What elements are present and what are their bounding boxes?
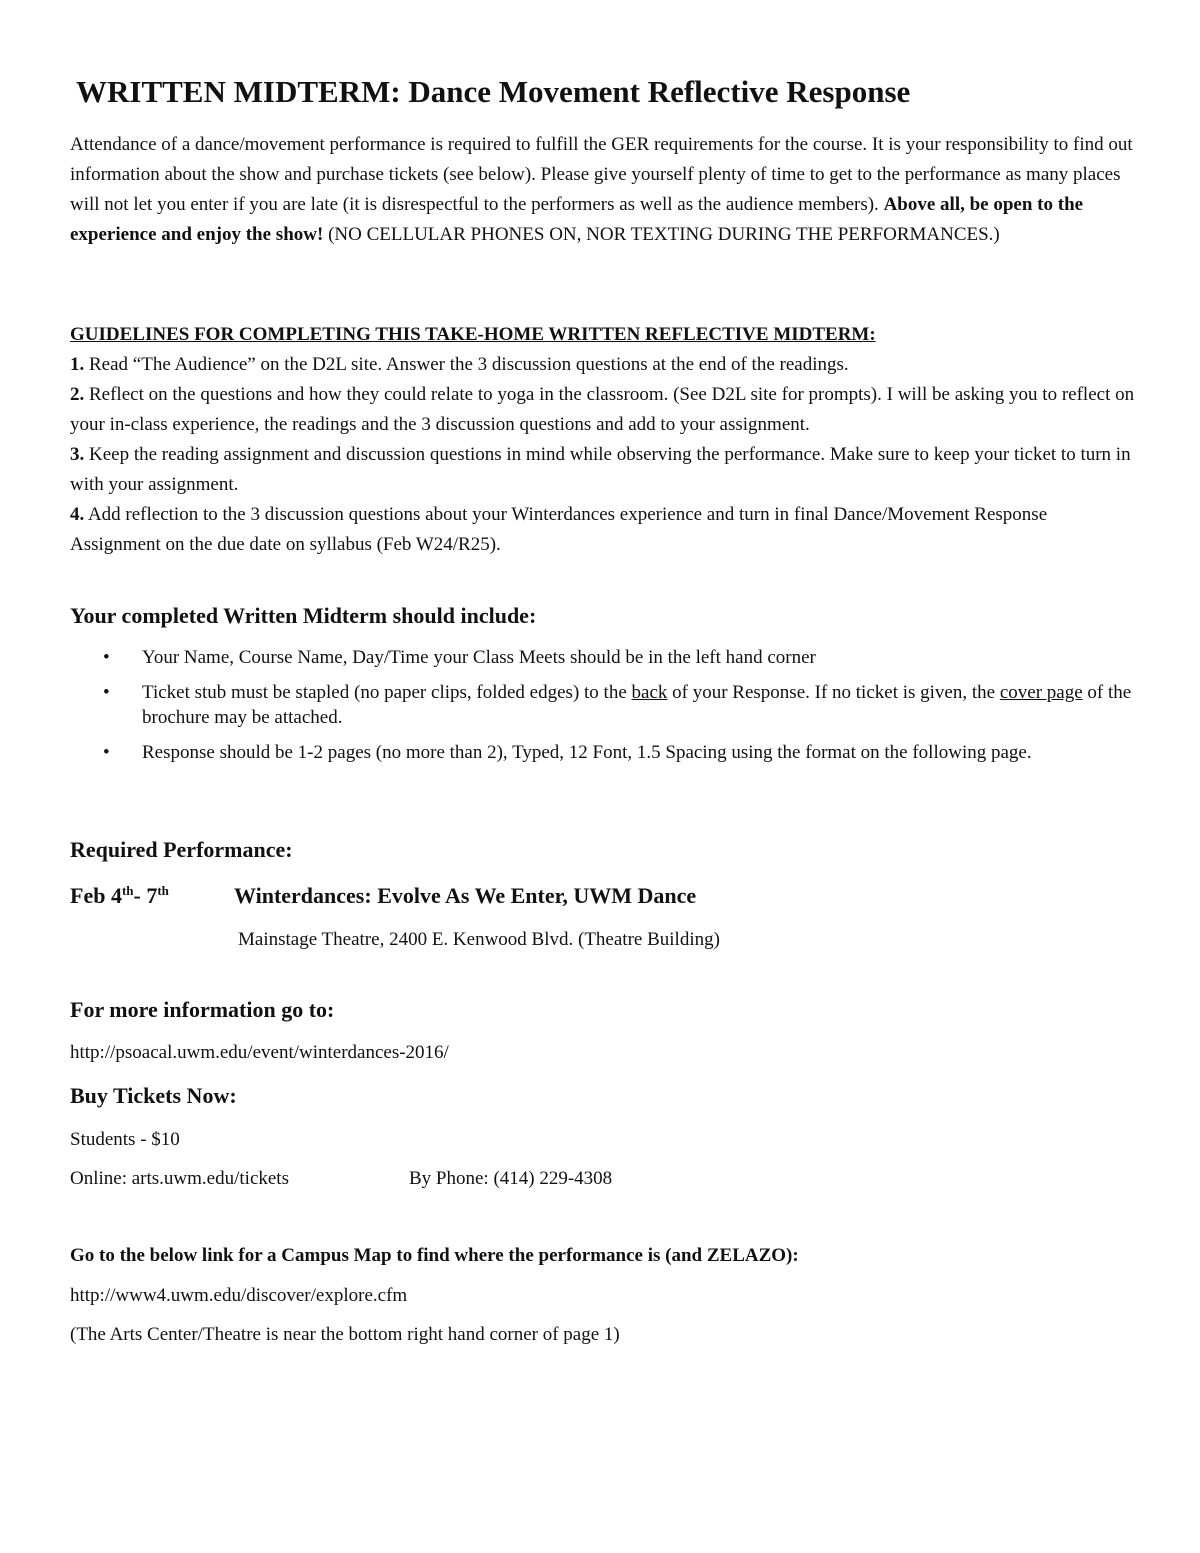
list-item-text: Your Name, Course Name, Day/Time your Class Meets should be in the left hand corner xyxy=(142,647,816,668)
guideline-step-4 xyxy=(70,500,1140,560)
tickets-online: Online: arts.uwm.edu/tickets xyxy=(70,1168,289,1189)
date-start: Feb 4 xyxy=(70,883,122,908)
list-item xyxy=(70,680,1140,730)
step-text: Add reflection to the 3 discussion questions about your Winterdances experience and turn in final Dance/Movement Response Assignment on the due date on syllabus (Feb W24/R25). xyxy=(70,504,1048,555)
list-item-text: of your Response. If no ticket is given, the xyxy=(667,682,1000,703)
include-heading: Your completed Written Midterm should include: xyxy=(70,603,537,628)
step-text: Reflect on the questions and how they could relate to yoga in the classroom. (See D2L site for prompts). I will be asking you to reflect on your in-class experience, the readings and the 3 discussion questions and add to your assignment. xyxy=(70,384,1135,435)
underlined-back: back xyxy=(631,682,668,703)
guidelines-heading: GUIDELINES FOR COMPLETING THIS TAKE-HOME WRITTEN REFLECTIVE MIDTERM: xyxy=(70,324,876,345)
guideline-step-3 xyxy=(70,440,1140,500)
list-item-text: of the brochure may be attached. xyxy=(142,682,1132,728)
guideline-step-1 xyxy=(70,350,1140,380)
intro-text: Attendance of a dance/movement performance is required to fulfill the GER requirements for the course. It is your responsibility to find out information about the show and purchase tickets (see below). Please give yourself plenty of time to get to the performance as many places will not let you enter if you are late (it is disrespectful to the performers as well as the audience members). xyxy=(70,134,1133,215)
document-title: WRITTEN MIDTERM: Dance Movement Reflective Response xyxy=(76,74,911,109)
intro-closing: (NO CELLULAR PHONES ON, NOR TEXTING DURING THE PERFORMANCES.) xyxy=(323,224,1000,245)
underlined-cover-page: cover page xyxy=(999,682,1083,703)
performance-event: Winterdances: Evolve As We Enter, UWM Dance xyxy=(234,883,697,908)
performance-heading: Required Performance: xyxy=(70,837,293,862)
list-item-text: Response should be 1-2 pages (no more than 2), Typed, 12 Font, 1.5 Spacing using the format on the following page. xyxy=(142,742,1032,763)
list-item xyxy=(70,740,1140,765)
step-number: 1. xyxy=(70,354,85,375)
bullet-icon: • xyxy=(103,682,110,703)
step-text: Keep the reading assignment and discussion questions in mind while observing the performance. Make sure to keep your ticket to turn in with your assignment. xyxy=(70,444,1131,495)
list-item xyxy=(70,645,1140,670)
ticket-price: Students - $10 xyxy=(70,1129,180,1150)
tickets-heading: Buy Tickets Now: xyxy=(70,1083,237,1108)
list-item-text: Ticket stub must be stapled (no paper clips, folded edges) to the xyxy=(142,682,632,703)
bullet-icon: • xyxy=(103,647,110,668)
event-info-link[interactable]: http://psoacal.uwm.edu/event/winterdances-2016/ xyxy=(70,1042,449,1063)
guideline-step-2 xyxy=(70,380,1140,440)
campus-map-heading: Go to the below link for a Campus Map to find where the performance is (and ZELAZO): xyxy=(70,1245,799,1266)
tickets-phone: By Phone: (414) 229-4308 xyxy=(409,1168,613,1189)
info-heading: For more information go to: xyxy=(70,997,335,1022)
intro-paragraph xyxy=(70,130,1140,250)
step-number: 3. xyxy=(70,444,85,465)
intro-emphasis: Above all, be open to the experience and enjoy the show! xyxy=(70,194,1084,245)
performance-venue: Mainstage Theatre, 2400 E. Kenwood Blvd. (Theatre Building) xyxy=(238,929,720,950)
step-number: 4. xyxy=(70,504,85,525)
bullet-icon: • xyxy=(103,742,110,763)
campus-map-link[interactable]: http://www4.uwm.edu/discover/explore.cfm xyxy=(70,1285,408,1306)
include-list xyxy=(70,645,1140,775)
guidelines-section xyxy=(70,320,1140,560)
step-text: Read “The Audience” on the D2L site. Answer the 3 discussion questions at the end of the readings. xyxy=(84,354,849,375)
step-number: 2. xyxy=(70,384,85,405)
campus-map-note: (The Arts Center/Theatre is near the bottom right hand corner of page 1) xyxy=(70,1324,620,1345)
date-suffix: th xyxy=(121,883,134,898)
date-suffix: th xyxy=(157,883,169,898)
date-end: - 7 xyxy=(133,883,158,908)
performance-date xyxy=(70,880,169,912)
